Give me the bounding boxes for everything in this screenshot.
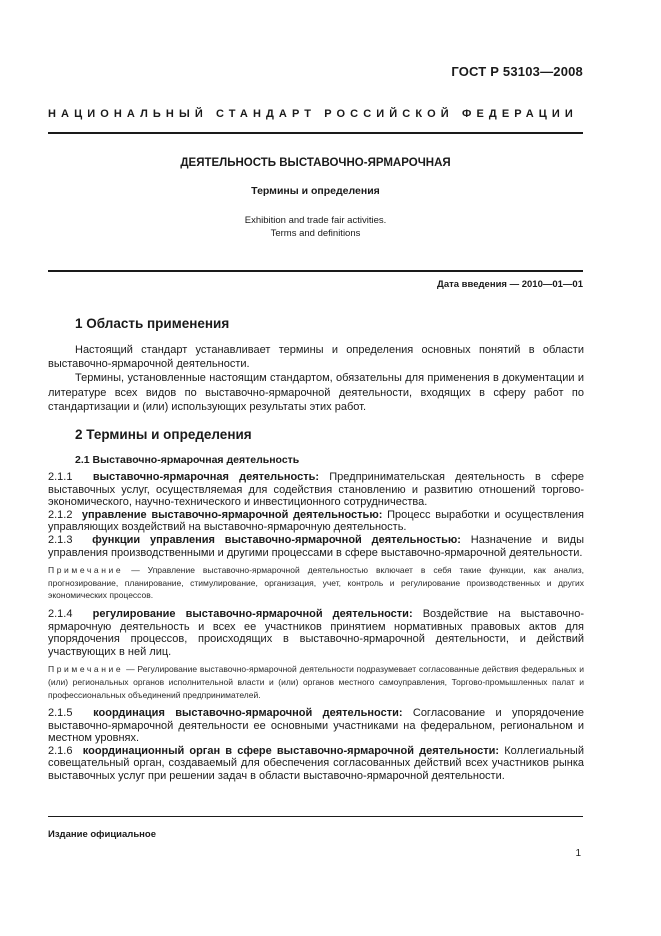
english-title-line1: Exhibition and trade fair activities. xyxy=(244,215,387,226)
term-number: 2.1.2 xyxy=(48,508,73,521)
term-2-1-1 xyxy=(48,471,584,509)
term-2-1-5 xyxy=(48,707,584,745)
term-2-1-6 xyxy=(48,745,584,783)
note-text: — Регулирование выставочно-ярмарочной деятельности подразумевает согласованные действия федеральных и (или) региональных органов исполнительной власти и (или) органов местного самоуправления, Торгово-промышленных палат и профессиональных объединений предпринимателей. xyxy=(48,664,584,700)
english-title xyxy=(48,214,583,240)
term-name: функции управления выставочно-ярмарочной деятельностью: xyxy=(92,533,461,546)
term-definition: Согласование и упорядочение выставочно-ярмарочной деятельности ее основными участниками на федеральном, региональном и местном уровнях. xyxy=(48,707,585,745)
page-number: 1 xyxy=(575,848,581,859)
term-name: координационный орган в сфере выставочно-ярмарочной деятельности: xyxy=(82,744,500,757)
note-1 xyxy=(48,564,584,602)
term-definition: Назначение и виды управления производственными и другими процессами в сфере выставочно-ярмарочной деятельности. xyxy=(48,533,584,559)
section1-heading: 1 Область применения xyxy=(75,316,230,331)
term-definition: Процесс выработки и осуществления управляющих воздействий на выставочно-ярмарочную деятельность. xyxy=(48,508,584,534)
term-number: 2.1.4 xyxy=(48,607,73,620)
official-edition-label: Издание официальное xyxy=(48,829,156,840)
term-name: регулирование выставочно-ярмарочной деятельности: xyxy=(92,607,413,620)
note-text: — Управление выставочно-ярмарочной деятельностью включает в себя такие функции, как анализ, прогнозирование, планирование, стимулирование, организация, учет, контроль и регулирование производственных и других экономических процессов. xyxy=(48,565,584,601)
term-name: выставочно-ярмарочная деятельность: xyxy=(92,471,320,484)
national-standard-banner: НАЦИОНАЛЬНЫЙ СТАНДАРТ РОССИЙСКОЙ ФЕДЕРАЦИИ xyxy=(48,108,578,120)
section2-heading: 2 Термины и определения xyxy=(75,427,252,443)
section21-heading: 2.1 Выставочно-ярмарочная деятельность xyxy=(75,454,300,467)
note-2 xyxy=(48,663,584,701)
term-2-1-2 xyxy=(48,509,584,534)
note-label: Примечание xyxy=(48,565,124,576)
term-definition: Предпринимательская деятельность в сфере выставочных услуг, осуществляемая для содействия становлению и развитию отношений торгово-экономического, научно-технического и инвестиционного сотрудничества. xyxy=(48,471,584,509)
term-2-1-4 xyxy=(48,608,584,658)
term-name: управление выставочно-ярмарочной деятельностью: xyxy=(81,508,383,521)
section1-paragraph1: Настоящий стандарт устанавливает термины и определения основных понятий в области выставочно-ярмарочной деятельности. xyxy=(48,344,584,371)
header-divider xyxy=(48,132,583,134)
introduction-date: Дата введения — 2010—01—01 xyxy=(437,279,583,290)
term-number: 2.1.3 xyxy=(48,533,73,546)
term-definition: Коллегиальный совещательный орган, создаваемый для обеспечения согласованных действий всех участников рынка выставочных услуг при решении задач в области выставочно-ярмарочной деятельности. xyxy=(48,744,584,783)
term-number: 2.1.5 xyxy=(48,707,73,720)
document-body xyxy=(48,316,584,783)
term-number: 2.1.6 xyxy=(48,744,73,757)
term-2-1-3 xyxy=(48,534,584,559)
title-divider xyxy=(48,270,583,272)
term-number: 2.1.1 xyxy=(48,471,73,484)
english-title-line2: Terms and definitions xyxy=(270,228,361,239)
footer-divider xyxy=(48,816,583,817)
document-title: ДЕЯТЕЛЬНОСТЬ ВЫСТАВОЧНО-ЯРМАРОЧНАЯ xyxy=(180,157,451,169)
standard-number: ГОСТ Р 53103—2008 xyxy=(451,64,583,79)
document-subtitle: Термины и определения xyxy=(251,185,380,197)
term-name: координация выставочно-ярмарочной деятельности: xyxy=(93,707,403,720)
section1-paragraph2: Термины, установленные настоящим стандартом, обязательны для применения в документации и литературе всех видов по выставочно-ярмарочной деятельности, входящих в сферу работ по стандартизации и (или) использующих результаты этих работ. xyxy=(48,372,584,413)
term-definition: Воздействие на выставочно-ярмарочную деятельность и всех ее участников принятием нормативных правовых актов для упорядочения процессов, происходящих в выставочно-ярмарочной деятельности, и действий участвующих в ней лиц. xyxy=(48,607,584,658)
note-label: Примечание xyxy=(48,664,124,675)
